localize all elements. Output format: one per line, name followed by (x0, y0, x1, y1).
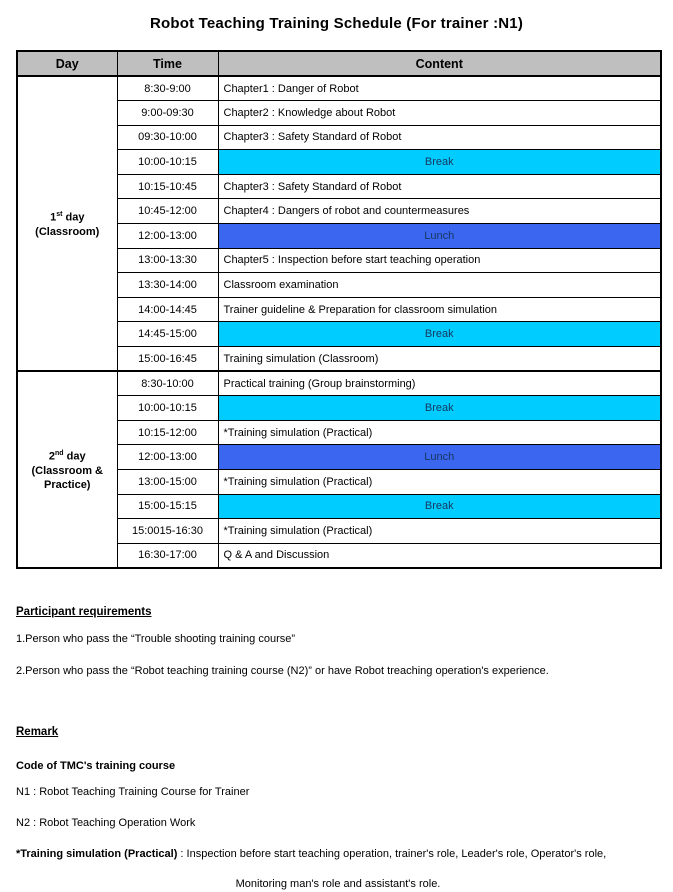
day1-sublabel: (Classroom) (35, 225, 100, 238)
time-cell: 15:00-16:45 (117, 347, 218, 372)
training-simulation-note: *Training simulation (Practical) : Inspection before start teaching operation, trainer's role, Leader's role, Operator's role, (16, 847, 607, 860)
content-cell: Classroom examination (218, 273, 661, 298)
time-cell: 8:30-9:00 (117, 76, 218, 101)
time-cell: 10:15-10:45 (117, 174, 218, 199)
time-cell: 13:00-15:00 (117, 470, 218, 495)
time-cell: 12:00-13:00 (117, 445, 218, 470)
time-cell: 13:00-13:30 (117, 248, 218, 273)
time-cell: 8:30-10:00 (117, 371, 218, 396)
time-cell: 10:15-12:00 (117, 420, 218, 445)
content-cell: Chapter5 : Inspection before start teaching operation (218, 248, 661, 273)
code-n1-line: N1 : Robot Teaching Training Course for Trainer (16, 785, 250, 798)
break-cell: Break (218, 322, 661, 347)
time-cell: 16:30-17:00 (117, 543, 218, 568)
time-cell: 09:30-10:00 (117, 125, 218, 150)
content-cell: Trainer guideline & Preparation for classroom simulation (218, 297, 661, 322)
footer-notes (0, 606, 673, 891)
participant-requirement-item: 1.Person who pass the “Trouble shooting training course” (16, 632, 296, 645)
remark-heading: Remark (16, 725, 59, 738)
table-row (17, 371, 661, 396)
participant-requirements-section (16, 606, 673, 678)
content-cell: Chapter3 : Safety Standard of Robot (218, 125, 661, 150)
day1-label-cell (17, 76, 117, 371)
day2-label-cell (17, 371, 117, 568)
break-cell: Break (218, 396, 661, 421)
time-cell: 14:00-14:45 (117, 297, 218, 322)
schedule-table (16, 50, 662, 569)
content-cell: Training simulation (Classroom) (218, 347, 661, 372)
time-cell: 9:00-09:30 (117, 101, 218, 126)
time-cell: 15:00-15:15 (117, 494, 218, 519)
content-cell: Q & A and Discussion (218, 543, 661, 568)
lunch-cell: Lunch (218, 224, 661, 249)
training-simulation-note-continued: Monitoring man's role and assistant's role. (235, 877, 441, 890)
page-title: Robot Teaching Training Schedule (For trainer :N1) (149, 15, 524, 32)
day2-sublabel: (Classroom & Practice) (31, 464, 104, 491)
lunch-cell: Lunch (218, 445, 661, 470)
remark-section (16, 726, 673, 891)
content-cell: Chapter2 : Knowledge about Robot (218, 101, 661, 126)
content-cell: Practical training (Group brainstorming) (218, 371, 661, 396)
content-cell: *Training simulation (Practical) (218, 519, 661, 544)
time-cell: 10:45-12:00 (117, 199, 218, 224)
time-cell: 15:0015-16:30 (117, 519, 218, 544)
participant-requirements-heading: Participant requirements (16, 605, 152, 618)
content-cell: Chapter3 : Safety Standard of Robot (218, 174, 661, 199)
code-n2-line: N2 : Robot Teaching Operation Work (16, 816, 196, 829)
table-row (17, 76, 661, 101)
day2-label: 2nd day (48, 450, 86, 463)
content-cell: Chapter4 : Dangers of robot and countermeasures (218, 199, 661, 224)
day1-label: 1st day (50, 211, 85, 224)
content-cell: *Training simulation (Practical) (218, 470, 661, 495)
time-cell: 10:00-10:15 (117, 150, 218, 175)
break-cell: Break (218, 494, 661, 519)
participant-requirement-item: 2.Person who pass the “Robot teaching training course (N2)” or have Robot treaching operation's experience. (16, 664, 549, 677)
time-cell: 14:45-15:00 (117, 322, 218, 347)
time-cell: 10:00-10:15 (117, 396, 218, 421)
table-header-row (17, 51, 661, 76)
content-cell: *Training simulation (Practical) (218, 420, 661, 445)
time-cell: 12:00-13:00 (117, 224, 218, 249)
break-cell: Break (218, 150, 661, 175)
column-header-time: Time (117, 51, 218, 76)
content-cell: Chapter1 : Danger of Robot (218, 76, 661, 101)
code-heading: Code of TMC's training course (16, 759, 176, 772)
time-cell: 13:30-14:00 (117, 273, 218, 298)
column-header-day: Day (17, 51, 117, 76)
column-header-content: Content (218, 51, 661, 76)
